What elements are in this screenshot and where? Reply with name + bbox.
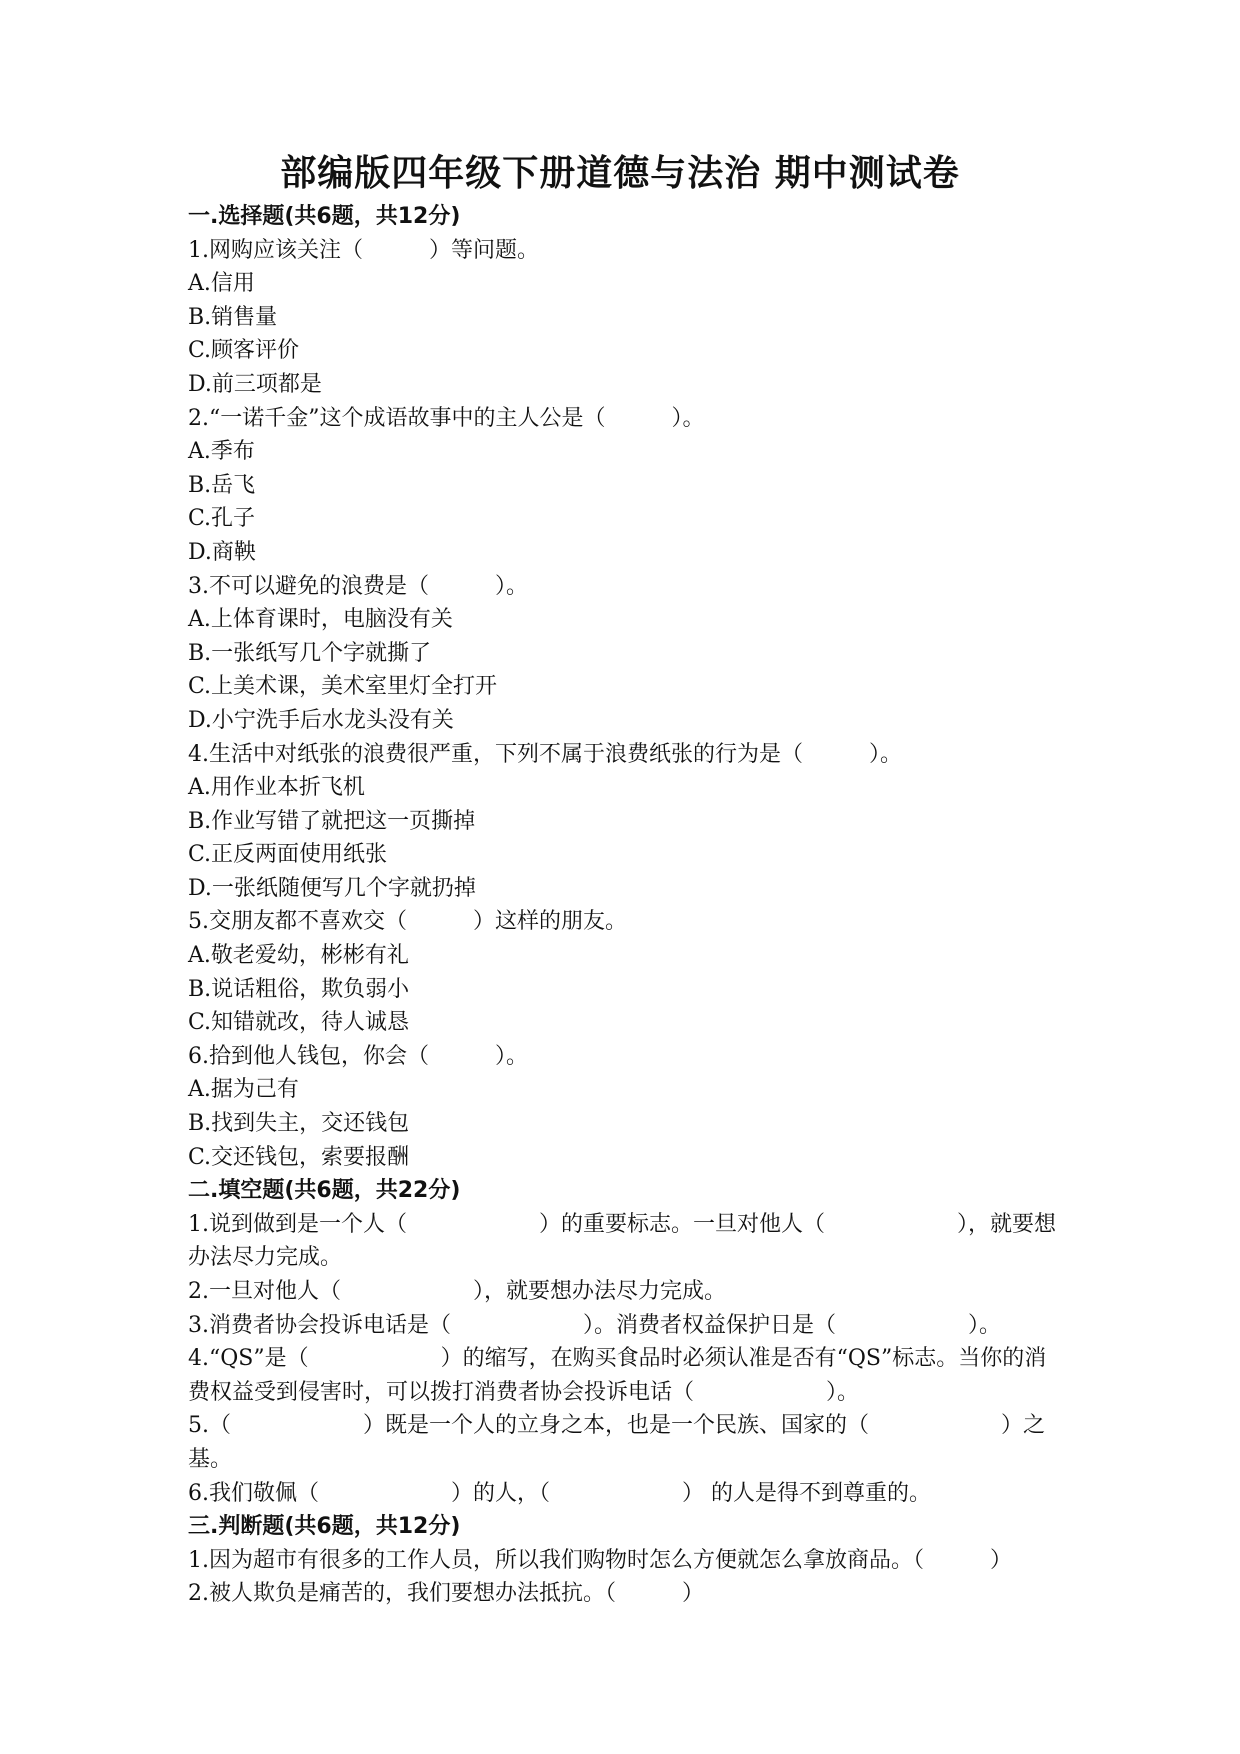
question-stem: 4.生活中对纸张的浪费很严重，下列不属于浪费纸张的行为是（ ）。 — [188, 741, 902, 767]
question-stem: 3.不可以避免的浪费是（ ）。 — [188, 573, 528, 599]
answer-option: B.找到失主，交还钱包 — [188, 1111, 410, 1137]
section-heading: 二.填空题(共6题，共22分) — [188, 1178, 461, 1204]
question-stem: 5.交朋友都不喜欢交（ ）这样的朋友。 — [188, 909, 627, 935]
page-title: 部编版四年级下册道德与法治 期中测试卷 — [280, 153, 960, 194]
answer-option: C.孔子 — [188, 506, 256, 532]
question-stem: 4.“QS”是（ ）的缩写，在购买食品时必须认准是否有“QS”标志。当你的消费权益受到侵害时，可以拨打消费者协会投诉电话（ ）。 — [188, 1346, 1047, 1405]
answer-option: B.销售量 — [188, 304, 278, 330]
question-stem: 5.（ ）既是一个人的立身之本，也是一个民族、国家的（ ）之基。 — [188, 1413, 1045, 1472]
answer-option: A.据为己有 — [188, 1077, 299, 1103]
answer-option: B.说话粗俗，欺负弱小 — [188, 976, 410, 1002]
answer-option: B.作业写错了就把这一页撕掉 — [188, 808, 476, 834]
question-stem: 6.拾到他人钱包，你会（ ）。 — [188, 1043, 528, 1069]
section-heading: 三.判断题(共6题，共12分) — [188, 1514, 461, 1540]
question-stem: 2.一旦对他人（ ），就要想办法尽力完成。 — [188, 1279, 726, 1304]
answer-option: C.正反两面使用纸张 — [188, 842, 388, 868]
answer-option: A.信用 — [188, 271, 255, 297]
answer-option: D.前三项都是 — [188, 371, 322, 397]
section-heading: 一.选择题(共6题，共12分) — [188, 204, 461, 229]
answer-option: A.敬老爱幼，彬彬有礼 — [188, 943, 409, 969]
answer-option: A.季布 — [188, 439, 255, 465]
question-stem: 1.说到做到是一个人（ ）的重要标志。一旦对他人（ ），就要想办法尽力完成。 — [188, 1211, 1056, 1271]
answer-option: C.交还钱包，索要报酬 — [188, 1144, 410, 1170]
answer-option: C.顾客评价 — [188, 338, 300, 364]
exam-content — [188, 200, 1068, 1611]
answer-option: D.小宁洗手后水龙头没有关 — [188, 707, 454, 733]
question-stem: 6.我们敬佩（ ）的人，（ ） 的人是得不到尊重的。 — [188, 1480, 931, 1506]
answer-option: A.用作业本折飞机 — [188, 775, 365, 801]
answer-option: D.商鞅 — [188, 539, 256, 565]
question-stem: 2.被人欺负是痛苦的，我们要想办法抵抗。（ ） — [188, 1581, 704, 1607]
answer-option: A.上体育课时，电脑没有关 — [188, 607, 453, 633]
answer-option: B.一张纸写几个字就撕了 — [188, 640, 432, 666]
answer-option: B.岳飞 — [188, 472, 256, 498]
answer-option: D.一张纸随便写几个字就扔掉 — [188, 875, 476, 901]
question-stem: 1.因为超市有很多的工作人员，所以我们购物时怎么方便就怎么拿放商品。（ ） — [188, 1547, 1012, 1573]
question-stem: 3.消费者协会投诉电话是（ ）。消费者权益保护日是（ ）。 — [188, 1312, 1001, 1338]
answer-option: C.上美术课，美术室里灯全打开 — [188, 674, 498, 700]
answer-option: C.知错就改，待人诚恳 — [188, 1010, 410, 1036]
question-stem: 2.“一诺千金”这个成语故事中的主人公是（ ）。 — [188, 405, 705, 431]
question-stem: 1.网购应该关注（ ）等问题。 — [188, 237, 539, 263]
